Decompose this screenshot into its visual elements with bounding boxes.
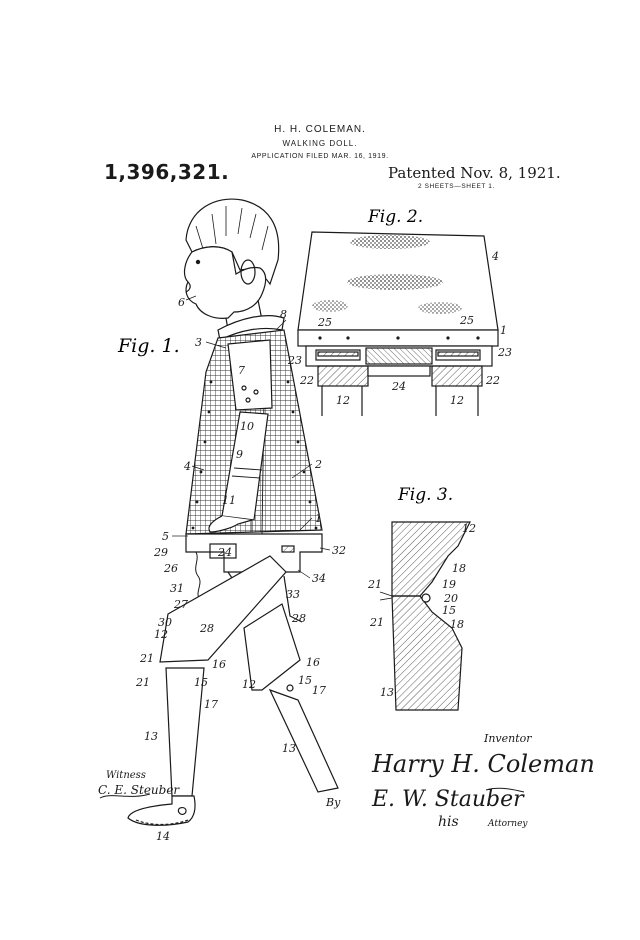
- fig1-label-10: 10: [240, 420, 254, 433]
- fig1-label-33: 33: [286, 588, 300, 601]
- fig2-label-23b: 23: [498, 346, 512, 359]
- fig2-label-12b: 12: [450, 394, 464, 407]
- fig1-label-12b: 12: [242, 678, 256, 691]
- fig2-label-24: 24: [392, 380, 406, 393]
- fig1-caption: Fig. 1.: [118, 335, 180, 357]
- fig2-label-22b: 22: [486, 374, 500, 387]
- inventor-name: H. H. COLEMAN.: [274, 124, 366, 135]
- sheet-count: 2 SHEETS—SHEET 1.: [418, 183, 495, 190]
- fig3-upper-section: [392, 522, 470, 596]
- fig2-label-25b: 25: [460, 314, 474, 327]
- fig2-label-4: 4: [492, 250, 499, 263]
- fig1-label-24: 24: [218, 546, 232, 559]
- inventor-caption: Inventor: [484, 732, 532, 745]
- fig1-label-2: 2: [315, 458, 322, 471]
- fig1-label-12a: 12: [154, 628, 168, 641]
- fig1-label-28a: 28: [200, 622, 214, 635]
- fig3-label-20: 20: [444, 592, 458, 605]
- fig3-label-19: 19: [442, 578, 456, 591]
- attorney-signature: E. W. Stauber: [372, 787, 524, 812]
- fig1-label-8: 8: [280, 308, 287, 321]
- fig1-label-6: 6: [178, 296, 185, 309]
- fig1-label-34: 34: [312, 572, 326, 585]
- fig2-label-25a: 25: [318, 316, 332, 329]
- fig2-label-23a: 23: [288, 354, 302, 367]
- fig3-caption: Fig. 3.: [398, 485, 454, 505]
- fig3-label-13: 13: [380, 686, 394, 699]
- fig3-label-21b: 21: [370, 616, 384, 629]
- fig1-label-32: 32: [332, 544, 346, 557]
- fig1-label-27: 27: [174, 598, 188, 611]
- fig1-label-17b: 17: [312, 684, 326, 697]
- fig1-label-13a: 13: [144, 730, 158, 743]
- fig1-label-17a: 17: [204, 698, 218, 711]
- fig1-label-4: 4: [184, 460, 191, 473]
- inventor-signature: Harry H. Coleman: [372, 750, 595, 778]
- doll-front-shin: [270, 690, 338, 792]
- fig1-label-3: 3: [195, 336, 202, 349]
- his-label: his: [438, 814, 459, 830]
- fig1-label-16b: 16: [306, 656, 320, 669]
- fig2-label-1: 1: [500, 324, 507, 337]
- fig1-label-21b: 21: [136, 676, 150, 689]
- fig3-label-18a: 18: [452, 562, 466, 575]
- patent-title: WALKING DOLL.: [282, 139, 358, 148]
- fig3-label-18b: 18: [450, 618, 464, 631]
- by-label: By: [326, 796, 341, 809]
- fig1-label-5: 5: [162, 530, 169, 543]
- fig1-label-28b: 28: [292, 612, 306, 625]
- fig3-label-21a: 21: [368, 578, 382, 591]
- fig1-label-30: 30: [158, 616, 172, 629]
- fig2-label-22a: 22: [300, 374, 314, 387]
- fig1-label-13b: 13: [282, 742, 296, 755]
- fig3-label-12: 12: [462, 522, 476, 535]
- fig1-label-7: 7: [238, 364, 245, 377]
- fig1-label-15b: 15: [298, 674, 312, 687]
- front-knee-joint: [287, 685, 293, 691]
- figure-3: [380, 522, 470, 710]
- witness-caption: Witness: [106, 770, 146, 781]
- fig1-label-9: 9: [236, 448, 243, 461]
- application-filed: APPLICATION FILED MAR. 16, 1919.: [251, 153, 389, 160]
- fig3-label-15: 15: [442, 604, 456, 617]
- witness-signature: C. E. Steuber: [98, 783, 180, 797]
- fig1-label-16a: 16: [212, 658, 226, 671]
- fig1-label-26: 26: [164, 562, 178, 575]
- patented-date: Patented Nov. 8, 1921.: [388, 164, 561, 182]
- fig1-label-29: 29: [154, 546, 168, 559]
- fig2-label-12a: 12: [336, 394, 350, 407]
- attorney-caption: Attorney: [488, 819, 528, 829]
- patent-number: 1,396,321.: [104, 160, 230, 184]
- fig1-label-11: 11: [222, 494, 236, 507]
- fig1-label-21a: 21: [140, 652, 154, 665]
- fig1-label-31: 31: [170, 582, 184, 595]
- fig1-label-14: 14: [156, 830, 170, 843]
- fig2-caption: Fig. 2.: [368, 207, 424, 227]
- fig1-label-15a: 15: [194, 676, 208, 689]
- fig1-label-1: 1: [315, 512, 322, 525]
